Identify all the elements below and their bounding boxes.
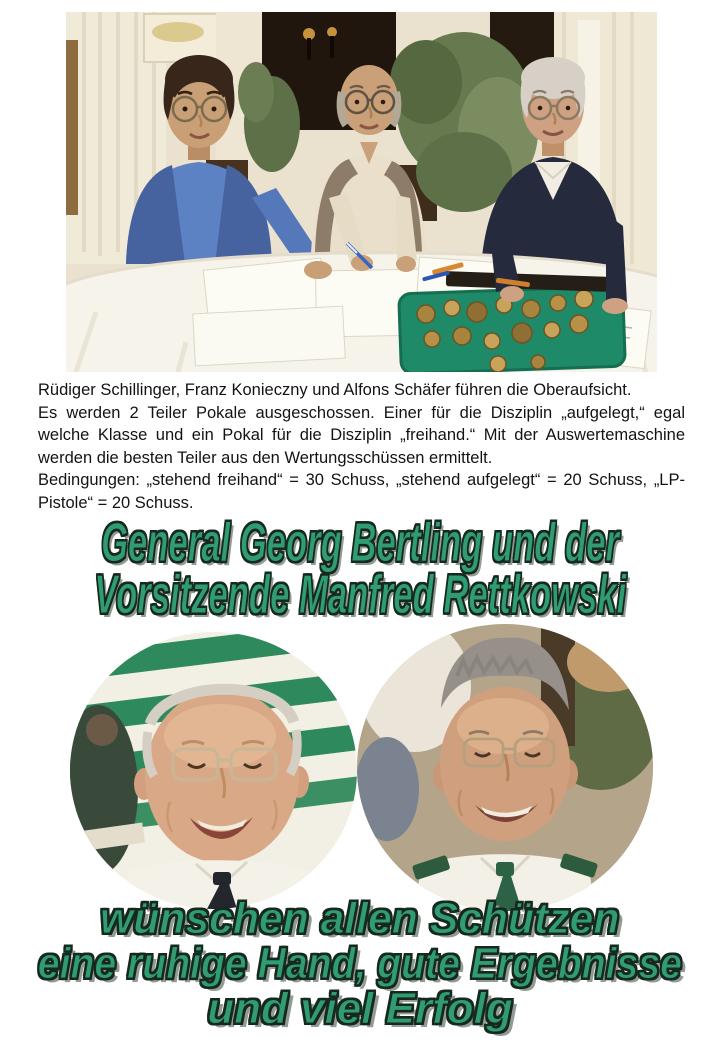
main-photo <box>66 12 657 372</box>
closing-line-1: wünschen allen Schützen <box>100 894 620 943</box>
main-photo-scene <box>66 12 657 372</box>
headline-line-1: General Georg Bertling und der <box>101 511 619 573</box>
intro-bedingungen-line: Bedingungen: „stehend freihand“ = 30 Schuss, „stehend aufgelegt“ = 20 Schuss, „LP-Pistole“ = 20 Schuss. <box>38 471 685 512</box>
portrait-left-scene <box>70 632 357 909</box>
portrait-right-scene <box>357 624 653 911</box>
intro-pokale-line: Es werden 2 Teiler Pokale ausgeschossen. Einer für die Disziplin „aufgelegt,“ egal welche Klasse und ein Pokal für die Disziplin „freihand.“ Mit der Auswertemaschine werden die besten Teiler aus den Wertungsschüssen ermittelt. <box>38 403 685 467</box>
portrait-photo-right <box>357 624 653 911</box>
closing-line-3: und viel Erfolg <box>207 984 513 1033</box>
portrait-photos <box>68 624 654 914</box>
closing-message <box>0 896 720 1031</box>
intro-paragraph <box>38 379 685 514</box>
closing-line-2: eine ruhige Hand, gute Ergebnisse <box>37 939 683 988</box>
headline-line-2: Vorsitzende Manfred Rettkowski <box>93 563 627 625</box>
portrait-photo-left <box>70 632 357 909</box>
headline <box>0 511 720 625</box>
intro-supervisors-line: Rüdiger Schillinger, Franz Konieczny und Alfons Schäfer führen die Oberaufsicht. <box>38 381 632 399</box>
